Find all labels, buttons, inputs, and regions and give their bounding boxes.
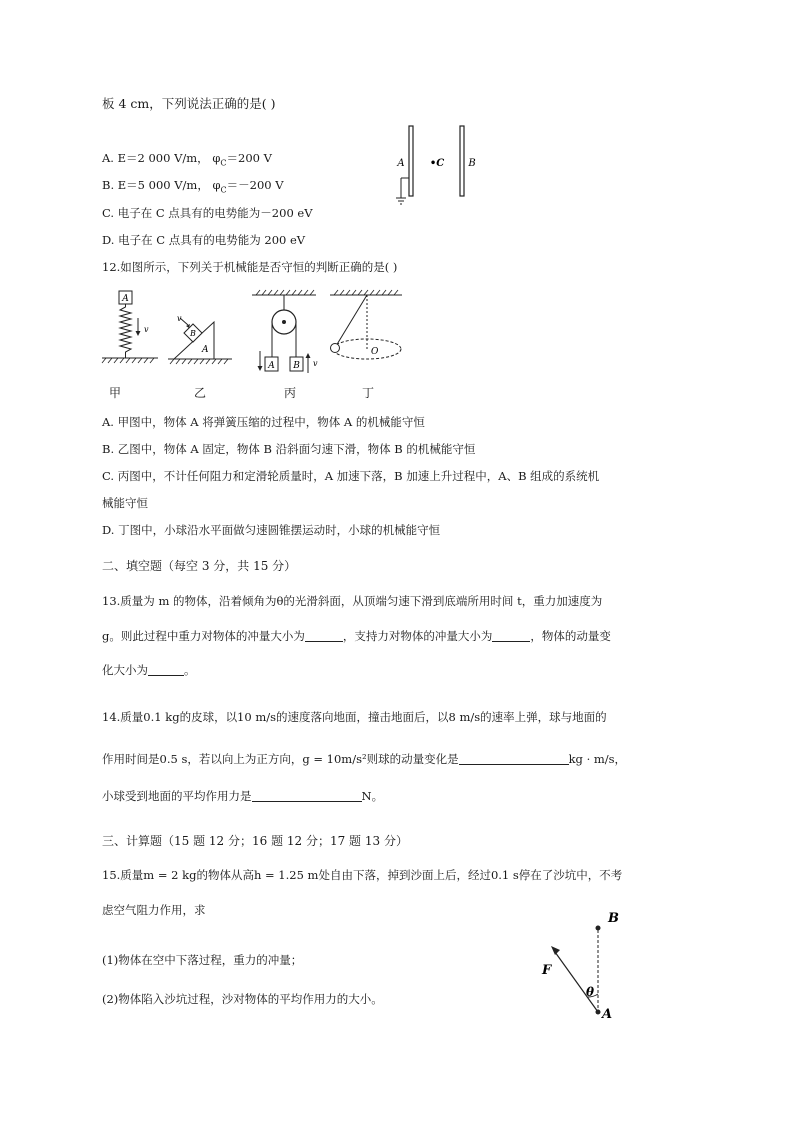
plate-b xyxy=(460,126,464,196)
point-b-label: B xyxy=(608,911,619,926)
figure-label-jia: 甲 xyxy=(108,386,121,400)
plate-a xyxy=(409,126,413,196)
q11-option-d: D. 电子在 C 点具有的电势能为 200 eV xyxy=(102,233,306,247)
svg-text:A: A xyxy=(122,294,129,304)
force-figure xyxy=(536,906,626,1024)
q14-line1: 14.质量0.1 kg的皮球，以10 m/s的速度落向地面，撞击地面后，以8 m/s的速率上弹，球与地面的 xyxy=(102,710,607,724)
svg-text:v: v xyxy=(177,314,182,323)
plate-a-label: A xyxy=(397,158,405,169)
figure-bing xyxy=(250,289,322,379)
figure-yi xyxy=(166,312,236,368)
q14-blank-1[interactable] xyxy=(459,751,569,765)
svg-text:B: B xyxy=(190,329,196,338)
plate-b-label: B xyxy=(468,158,476,169)
q11-option-a: A. E＝2 000 V/m， $\varphi_C=200$ V xyxy=(102,151,272,168)
q14-blank-2[interactable] xyxy=(252,788,362,802)
svg-text:O: O xyxy=(371,347,379,357)
q13-line1: 13.质量为 m 的物体，沿着倾角为θ的光滑斜面，从顶端匀速下滑到底端所用时间 t，重力加速度为 xyxy=(102,594,603,608)
figure-jia xyxy=(100,288,160,368)
q12-option-b: B. 乙图中，物体 A 固定，物体 B 沿斜面匀速下滑，物体 B 的机械能守恒 xyxy=(102,442,476,456)
svg-text:B: B xyxy=(293,361,300,371)
capacitor-figure xyxy=(392,124,482,208)
q11-stem-tail: 板 4 cm，下列说法正确的是( ) xyxy=(102,96,276,111)
q14-line3: 小球受到地面的平均作用力是 N。 xyxy=(102,789,384,803)
q13-line2: g。则此过程中重力对物体的冲量大小为 ，支持力对物体的冲量大小为 ，物体的动量变 xyxy=(102,629,611,643)
q14-line2: 作用时间是0.5 s，若以向上为正方向，g = 10m/s²则球的动量变化是 kg · m/s， xyxy=(102,752,627,766)
svg-text:v: v xyxy=(313,359,318,368)
q11-option-c: C. 电子在 C 点具有的电势能为－200 eV xyxy=(102,206,313,220)
figure-label-ding: 丁 xyxy=(361,386,374,400)
q12-option-d: D. 丁图中，小球沿水平面做匀速圆锥摆运动时，小球的机械能守恒 xyxy=(102,523,441,537)
q13-blank-3[interactable] xyxy=(148,662,184,676)
q13-line3: 化大小为 。 xyxy=(102,663,196,677)
q11-option-b: B. E＝5 000 V/m， $\varphi_C=-200$ V xyxy=(102,178,284,195)
figure-label-yi: 乙 xyxy=(193,386,206,400)
point-c-label: •C xyxy=(429,158,445,169)
force-arrowhead xyxy=(551,946,560,955)
q13-blank-1[interactable] xyxy=(305,628,343,642)
angle-theta-label: θ xyxy=(586,985,595,999)
svg-text:A: A xyxy=(202,345,209,355)
section3-title: 三、计算题（15 题 12 分；16 题 12 分；17 题 13 分） xyxy=(102,834,408,848)
point-a-label: A xyxy=(602,1007,613,1022)
svg-text:A: A xyxy=(268,361,275,371)
svg-text:v: v xyxy=(144,325,149,334)
q15-part1: (1)物体在空中下落过程，重力的冲量； xyxy=(102,953,303,967)
q15-part2: (2)物体陷入沙坑过程，沙对物体的平均作用力的大小。 xyxy=(102,992,383,1006)
q15-line1: 15.质量m = 2 kg的物体从高h = 1.25 m处自由下落，掉到沙面上后，经过0.1 s停在了沙坑中，不考 xyxy=(102,868,623,882)
section2-title: 二、填空题（每空 3 分，共 15 分） xyxy=(102,559,297,573)
q12-option-a: A. 甲图中，物体 A 将弹簧压缩的过程中，物体 A 的机械能守恒 xyxy=(102,415,425,429)
q15-line2: 虑空气阻力作用，求 xyxy=(102,903,206,917)
q12-option-c: C. 丙图中，不计任何阻力和定滑轮质量时，A 加速下落，B 加速上升过程中，A、B 组成的系统机 xyxy=(102,469,600,483)
figure-ding xyxy=(326,289,406,367)
q12-option-c-cont: 械能守恒 xyxy=(102,496,148,510)
q12-stem: 12.如图所示，下列关于机械能是否守恒的判断正确的是( ) xyxy=(102,260,398,274)
figure-label-bing: 丙 xyxy=(283,386,296,400)
q13-blank-2[interactable] xyxy=(492,628,530,642)
force-f-label: F xyxy=(542,963,552,978)
